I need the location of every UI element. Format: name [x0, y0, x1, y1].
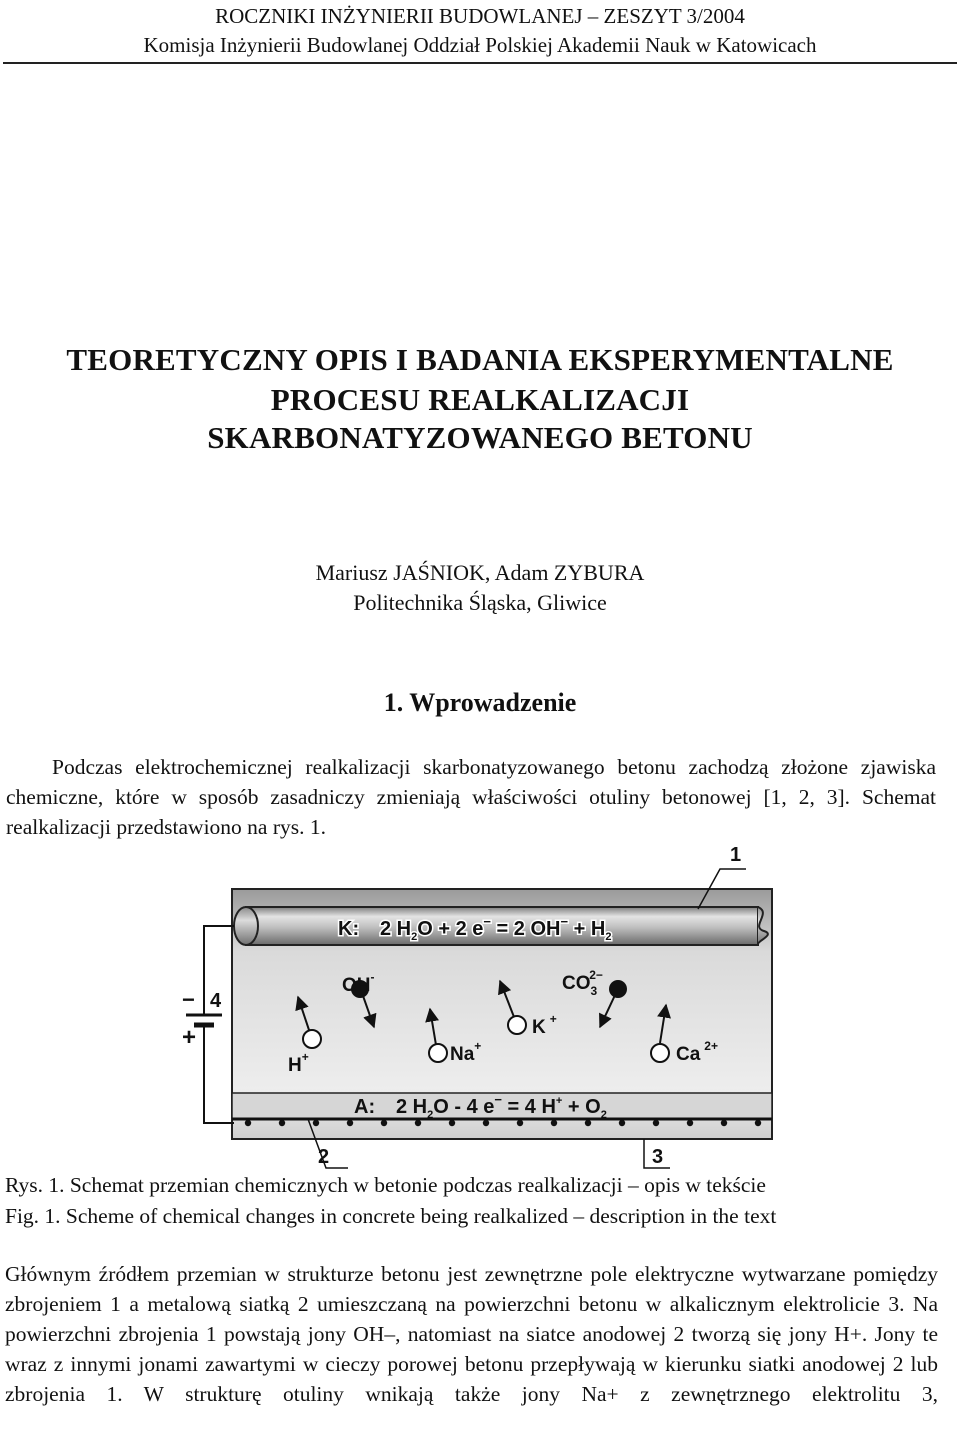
header-rule	[3, 62, 957, 64]
figure-caption-pl: Rys. 1. Schemat przemian chemicznych w betonie podczas realkalizacji – opis w tekście	[5, 1173, 766, 1197]
affiliation: Politechnika Śląska, Gliwice	[353, 590, 607, 615]
label-3: 3	[652, 1146, 664, 1168]
intro-paragraph-text: Podczas elektrochemicznej realkalizacji skarbonatyzowanego betonu zachodzą złożone zjawiska chemiczne, które w sposób zasadniczy zmieniają właściwości otuliny betonowej [1, 2, 3]. Schemat realkalizacji przedstawiono na rys. 1.	[6, 755, 936, 839]
ion-h-label: H+	[288, 1050, 309, 1076]
label-2: 2	[318, 1146, 330, 1168]
authors: Mariusz JAŚNIOK, Adam ZYBURA	[315, 560, 645, 585]
anode-prefix: A:	[354, 1096, 376, 1118]
commission-header: Komisja Inżynierii Budowlanej Oddział Polskiej Akademii Nauk w Katowicach	[143, 33, 817, 57]
ion-ca-label: Ca $^{2+}$	[676, 1039, 718, 1065]
ion-oh-label: OH-	[342, 970, 375, 996]
figure-caption-en: Fig. 1. Scheme of chemical changes in concrete being realkalized – description in the text	[5, 1204, 777, 1228]
body-paragraph: Głównym źródłem przemian w strukturze betonu jest zewnętrzne pole elektryczne wytwarzane pomiędzy zbrojeniem 1 a metalową siatką 2 umieszczaną na powierzchni betonu w alkalicznym elektrolicie 3. Na powierzchni zbrojenia 1 powstają jony OH–, natomiast na siatce anodowej 2 tworzą się jony H+. Jony te wraz z innymi jonami zawartymi w cieczy porowej betonu przepływają w kierunku siatki anodowej 2 lub zbrojenia 1. W strukturę otuliny wnikają także jony Na+ z zewnętrznego elektrolitu 3,	[5, 1262, 938, 1406]
ion-co3-label: $CO_32-$	[562, 968, 603, 998]
cathode-prefix: K:	[338, 918, 360, 940]
battery-plus-sign: +	[182, 1024, 197, 1051]
cathode-reaction: 2 $H_2O + 2$ e− = 2 $OH^- + H_2$	[380, 914, 612, 943]
journal-header: ROCZNIKI INŻYNIERII BUDOWLANEJ – ZESZYT 3/2004	[215, 4, 745, 28]
circuit-wire-bottom	[204, 1025, 234, 1123]
anode-reaction: 2 $H_2O - 4$ e− = 4 $H^+ + O_2$	[396, 1092, 607, 1121]
title-line-1: TEORETYCZNY OPIS I BADANIA EKSPERYMENTALNE	[66, 342, 894, 377]
ion-na-label: Na+	[450, 1039, 482, 1065]
title-line-3: SKARBONATYZOWANEGO BETONU	[207, 420, 753, 455]
label-4: 4	[210, 990, 222, 1012]
label-1: 1	[730, 844, 742, 866]
realkalization-diagram	[160, 835, 780, 1175]
battery-minus-sign: −	[182, 987, 195, 1012]
intro-paragraph	[6, 752, 936, 842]
section-heading: 1. Wprowadzenie	[383, 688, 577, 717]
title-line-2: PROCESU REALKALIZACJI	[270, 382, 690, 417]
ion-k-label: K +	[532, 1012, 557, 1038]
